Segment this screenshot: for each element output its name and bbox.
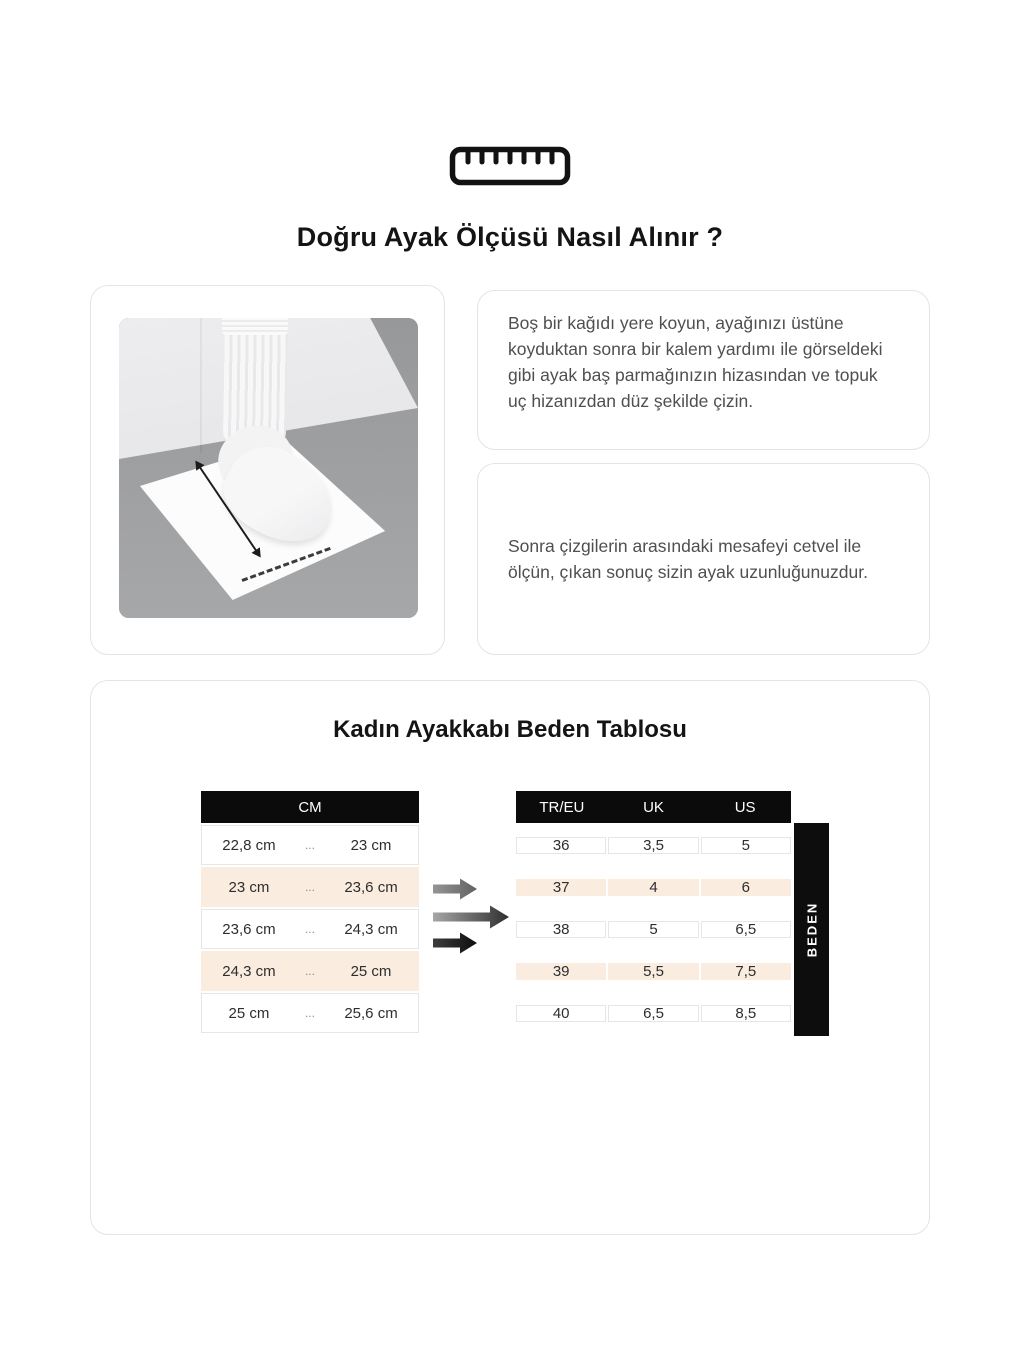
transfer-arrows-icon (431, 875, 511, 960)
beden-side-bar (794, 823, 829, 1036)
beden-side-label: BEDEN (804, 901, 820, 958)
cm-from: 22,8 cm (222, 836, 276, 854)
size-cell: 38 (516, 921, 606, 938)
size-cell: 5,5 (608, 963, 698, 980)
photo-wall-corner (200, 318, 202, 453)
foot-measure-photo-card (90, 285, 445, 655)
cm-dots: ... (304, 964, 315, 978)
size-cell: 6,5 (608, 1005, 698, 1022)
size-cell: 4 (608, 879, 698, 896)
cm-dots: ... (304, 1006, 315, 1020)
table-row (516, 867, 791, 907)
size-cell: 6,5 (701, 921, 791, 938)
instruction-card-step1 (477, 290, 930, 450)
cm-dots: ... (304, 880, 315, 894)
size-cell: 39 (516, 963, 606, 980)
size-header-tr-eu: TR/EU (539, 798, 585, 816)
size-table (516, 791, 791, 1035)
size-table-card (90, 680, 930, 1235)
cm-to: 23 cm (350, 836, 392, 854)
table-row (516, 825, 791, 865)
size-header-us: US (734, 798, 756, 816)
cm-dots: ... (304, 838, 315, 852)
ruler-icon-wrap (0, 146, 1020, 191)
cm-to: 23,6 cm (344, 878, 398, 896)
cm-table (201, 791, 419, 1035)
size-table-title: Kadın Ayakkabı Beden Tablosu (333, 716, 687, 743)
size-header-uk: UK (643, 798, 664, 816)
cm-to: 24,3 cm (344, 920, 398, 938)
size-cell: 3,5 (608, 837, 698, 854)
size-cell: 8,5 (701, 1005, 791, 1022)
size-cell: 7,5 (701, 963, 791, 980)
table-row (201, 951, 419, 991)
instruction-card-step2 (477, 463, 930, 655)
table-row (516, 951, 791, 991)
size-cell: 5 (608, 921, 698, 938)
cm-header-label: CM (298, 798, 322, 816)
size-cell: 36 (516, 837, 606, 854)
cm-dots: ... (304, 922, 315, 936)
size-cell: 5 (701, 837, 791, 854)
size-cell: 37 (516, 879, 606, 896)
page-title: Doğru Ayak Ölçüsü Nasıl Alınır ? (296, 222, 724, 252)
cm-table-header (201, 791, 419, 823)
cm-from: 23 cm (228, 878, 270, 896)
table-row (201, 909, 419, 949)
table-row (201, 867, 419, 907)
table-row (516, 993, 791, 1033)
cm-from: 25 cm (228, 1004, 270, 1022)
instruction-step1-text: Boş bir kağıdı yere koyun, ayağınızı üstüne koyduktan sonra bir kalem yardımı ile görseldeki gibi ayak baş parmağınızın hizasından ve topuk uç hizanızdan düz şekilde çizin. (508, 313, 883, 411)
instruction-step2-text: Sonra çizgilerin arasındaki mesafeyi cetvel ile ölçün, çıkan sonuç sizin ayak uzunluğunuzdur. (508, 536, 868, 582)
foot-measure-photo (119, 318, 418, 618)
table-row (201, 993, 419, 1033)
cm-from: 23,6 cm (222, 920, 276, 938)
cm-from: 24,3 cm (222, 962, 276, 980)
table-row (516, 909, 791, 949)
size-cell: 6 (701, 879, 791, 896)
table-row (201, 825, 419, 865)
size-cell: 40 (516, 1005, 606, 1022)
ruler-icon (449, 146, 571, 186)
size-table-header (516, 791, 791, 823)
sock-cuff (222, 318, 288, 335)
cm-to: 25,6 cm (344, 1004, 398, 1022)
cm-to: 25 cm (350, 962, 392, 980)
